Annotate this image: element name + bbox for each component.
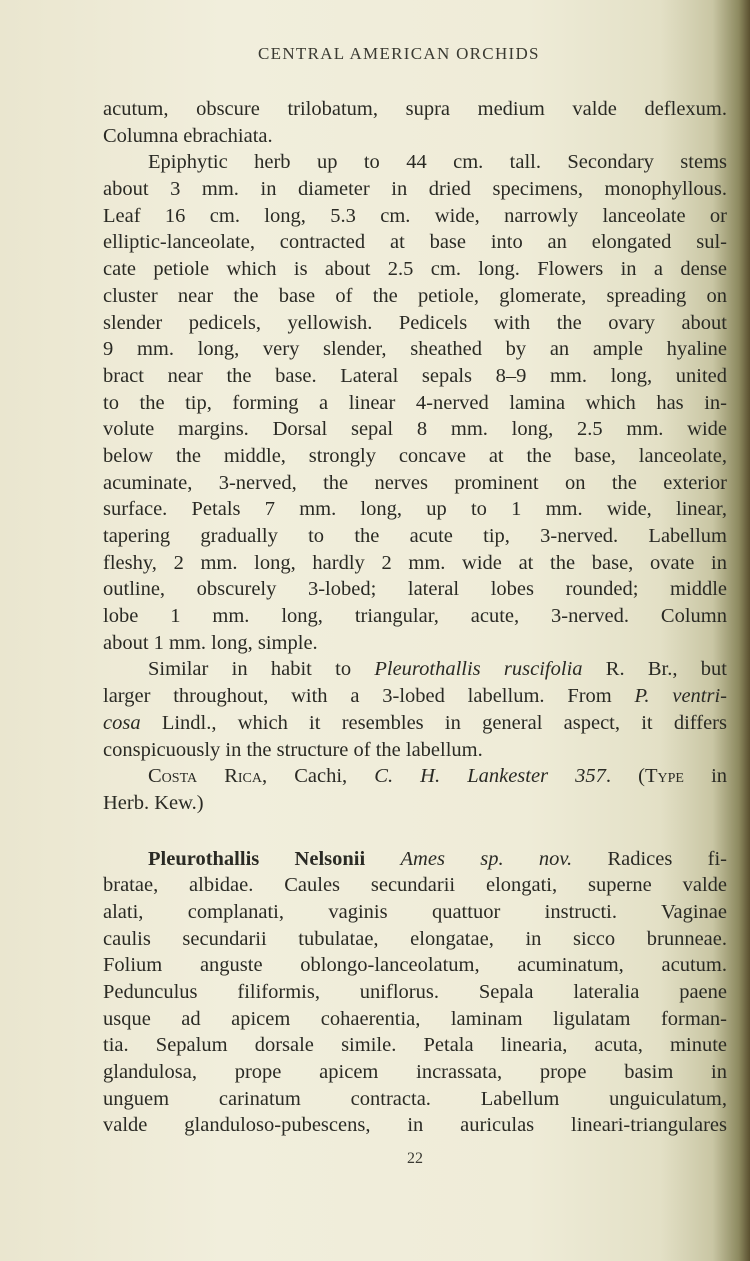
text-run: tapering gradually to the acute tip, 3-nerved. Labellum — [103, 525, 727, 547]
text-line — [103, 176, 727, 203]
text-line — [103, 1112, 727, 1139]
text-line — [103, 656, 727, 683]
text-line — [103, 737, 727, 764]
text-line — [103, 256, 727, 283]
text-line — [103, 496, 727, 523]
text-line — [103, 1086, 727, 1113]
text-line — [103, 229, 727, 256]
text-line — [103, 683, 727, 710]
text-run: slender pedicels, yellowish. Pedicels with the ovary about — [103, 311, 727, 334]
italic-text: P. ventri- — [634, 685, 727, 708]
text-line — [103, 1006, 727, 1033]
species-heading: Pleurothallis Nelsonii — [148, 847, 366, 870]
text-line — [103, 1032, 727, 1059]
text-line — [103, 846, 727, 873]
text-line — [103, 952, 727, 979]
text-run: in — [683, 765, 728, 788]
italic-text: C. H. Lankester 357 — [374, 765, 606, 788]
text-line — [103, 283, 727, 310]
text-run: tia. Sepalum dorsale simile. Petala linearia, acuta, minute — [103, 1034, 727, 1057]
text-line — [103, 550, 727, 577]
text-run — [365, 848, 400, 870]
text-run: R. Br., but — [582, 658, 727, 681]
text-run: caulis secundarii tubulatae, elongatae, in sicco brunneae. — [103, 927, 727, 950]
text-run: unguem carinatum contracta. Labellum unguiculatum, — [103, 1087, 727, 1110]
text-run: acuminate, 3-nerved, the nerves prominent on the exterior — [103, 471, 727, 494]
text-run: glandulosa, prope apicem incrassata, prope basim in — [103, 1061, 727, 1084]
text-run: volute margins. Dorsal sepal 8 mm. long, 2.5 mm. wide — [103, 418, 727, 441]
text-run: fleshy, 2 mm. long, hardly 2 mm. wide at the base, ovate in — [103, 551, 727, 574]
text-run: cluster near the base of the petiole, glomerate, spreading on — [103, 284, 727, 307]
text-line — [103, 203, 727, 230]
text-run: Similar in habit to — [148, 658, 375, 681]
text-run: larger throughout, with a 3-lobed labellum. From — [103, 685, 635, 708]
text-run: valde glanduloso-pubescens, in auriculas lineari-triangulares — [103, 1114, 727, 1137]
text-run: cate petiole which is about 2.5 cm. long. Flowers in a dense — [103, 258, 727, 281]
text-run: Lindl., which it resembles in general aspect, it differs — [140, 711, 727, 734]
text-line — [103, 926, 727, 953]
small-caps-text: Type — [644, 765, 684, 788]
text-line — [103, 470, 727, 497]
text-line — [103, 790, 727, 817]
text-line — [103, 149, 727, 176]
text-run: below the middle, strongly concave at the base, lanceolate, — [103, 444, 727, 467]
small-caps-text: Costa Rica — [148, 765, 262, 788]
text-run: Epiphytic herb up to 44 cm. tall. Secondary stems — [148, 151, 727, 174]
text-line — [103, 603, 727, 630]
text-run: lobe 1 mm. long, triangular, acute, 3-nerved. Column — [103, 605, 727, 628]
text-run: , Cachi, — [262, 765, 375, 788]
text-run: elliptic-lanceolate, contracted at base into an elongated sul- — [103, 231, 727, 254]
text-line — [103, 576, 727, 603]
text-line — [103, 817, 727, 846]
text-run: . ( — [605, 765, 645, 788]
text-line — [103, 310, 727, 337]
text-line — [103, 363, 727, 390]
text-run: about 1 mm. long, simple. — [103, 631, 318, 654]
italic-text: cosa — [103, 711, 141, 734]
text-run: Pedunculus filiformis, uniflorus. Sepala lateralia paene — [103, 981, 727, 1003]
text-run: 9 mm. long, very slender, sheathed by an ample hyaline — [103, 338, 727, 361]
text-line — [103, 523, 727, 550]
text-run: Herb. Kew.) — [103, 791, 204, 814]
text-run: alati, complanati, vaginis quattuor instructi. Vaginae — [103, 900, 727, 923]
text-run: surface. Petals 7 mm. long, up to 1 mm. wide, linear, — [103, 498, 727, 521]
text-line — [103, 390, 727, 417]
running-header: CENTRAL AMERICAN ORCHIDS — [258, 44, 540, 63]
text-line — [103, 1059, 727, 1086]
text-line — [103, 979, 727, 1006]
text-run: outline, obscurely 3-lobed; lateral lobes rounded; middle — [103, 578, 727, 601]
text-run: conspicuously in the structure of the labellum. — [103, 738, 483, 761]
text-line — [103, 763, 727, 790]
text-run: usque ad apicem cohaerentia, laminam ligulatam forman- — [103, 1007, 727, 1030]
text-run: about 3 mm. in diameter in dried specimens, monophyllous. — [103, 178, 727, 201]
text-line — [103, 96, 727, 123]
text-run: bratae, albidae. Caules secundarii elongati, superne valde — [103, 874, 727, 897]
text-run: Folium anguste oblongo-lanceolatum, acuminatum, acutum. — [103, 954, 727, 977]
italic-text: Ames sp. nov. — [400, 847, 573, 870]
page-body-text — [103, 96, 727, 1139]
text-run: bract near the base. Lateral sepals 8–9 mm. long, united — [103, 364, 727, 387]
text-run: to the tip, forming a linear 4-nerved lamina which has in- — [103, 391, 727, 414]
text-line — [103, 872, 727, 899]
text-line — [103, 336, 727, 363]
text-line — [103, 443, 727, 470]
text-run: Leaf 16 cm. long, 5.3 cm. wide, narrowly lanceolate or — [103, 204, 727, 227]
text-line — [103, 899, 727, 926]
text-line — [103, 123, 727, 150]
text-run: acutum, obscure trilobatum, supra medium valde deflexum. — [103, 98, 727, 120]
text-line — [103, 630, 727, 657]
text-run: Columna ebrachiata. — [103, 124, 273, 147]
text-line — [103, 416, 727, 443]
italic-text: Pleurothallis ruscifolia — [374, 658, 583, 681]
text-line — [103, 710, 727, 737]
text-run: Radices fi- — [572, 847, 728, 870]
page-number: 22 — [407, 1150, 423, 1167]
